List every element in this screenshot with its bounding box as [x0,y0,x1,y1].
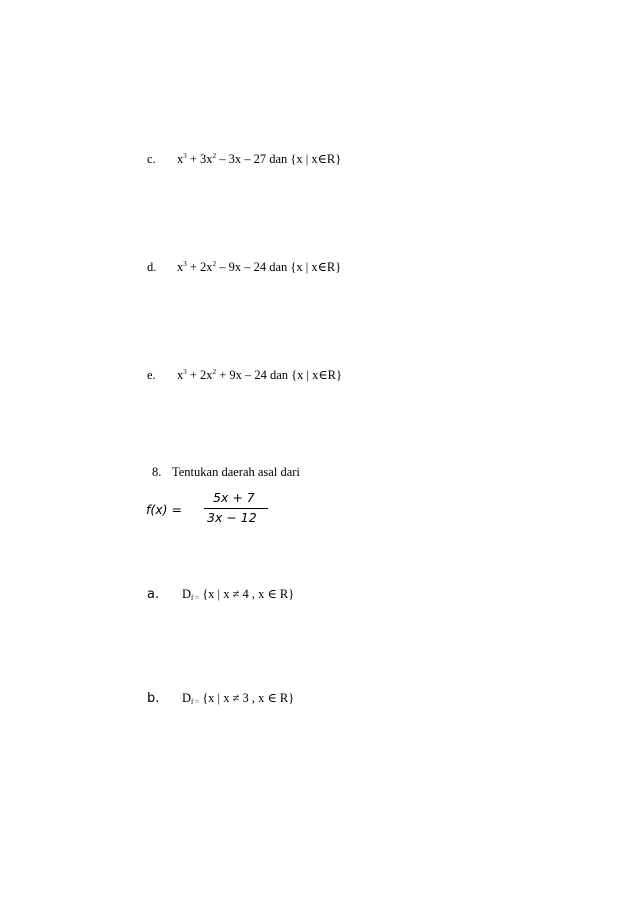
item-e-rest: + 9x – 24 dan {x | x∈R} [216,368,343,382]
question-8-number: 8. [152,465,162,479]
item-d-x-exp: 3 [183,260,187,268]
item-d-rest: – 9x – 24 dan {x | x∈R} [216,260,342,274]
option-a-set: {x | x ≠ 4 , x ∈ R} [199,587,295,601]
item-e-x: x [177,368,184,382]
item-d-x: x [177,260,184,274]
option-b-expression [182,690,294,706]
item-d [147,259,342,275]
item-e-expression [177,367,342,383]
question-8-text: Tentukan daerah asal dari [172,465,300,479]
item-e [147,367,343,383]
option-b-sub: f = [191,698,200,706]
option-a-d: D [182,587,192,601]
item-c-term2: + 3x [186,152,213,166]
formula-numerator: 5x + 7 [213,490,255,505]
fraction-bar [204,508,268,509]
question-8 [152,464,300,480]
item-c-rest: – 3x – 27 dan {x | x∈R} [216,152,342,166]
item-e-x-exp: 3 [183,368,187,376]
item-d-term2-exp: 2 [212,260,217,268]
option-b-d: D [182,691,192,705]
item-d-label: d. [147,260,157,274]
option-a-sub: f = [191,594,200,602]
option-b-label: b. [147,691,160,706]
option-b [147,690,295,707]
item-c-term2-exp: 2 [212,152,217,160]
item-e-label: e. [147,368,156,382]
option-a [147,586,295,603]
formula-denominator: 3x − 12 [207,510,257,525]
item-c [147,151,342,167]
item-c-x-exp: 3 [183,152,187,160]
item-e-term2-exp: 2 [212,368,217,376]
formula-lhs: f(x) = [146,502,182,517]
option-a-expression [182,586,294,602]
item-e-term2: + 2x [186,368,213,382]
item-d-term2: + 2x [186,260,213,274]
item-c-x: x [177,152,184,166]
option-b-set: {x | x ≠ 3 , x ∈ R} [199,691,295,705]
item-d-expression [177,259,341,275]
item-c-expression [177,151,341,167]
item-c-label: c. [147,152,156,166]
option-a-label: a. [147,587,160,602]
